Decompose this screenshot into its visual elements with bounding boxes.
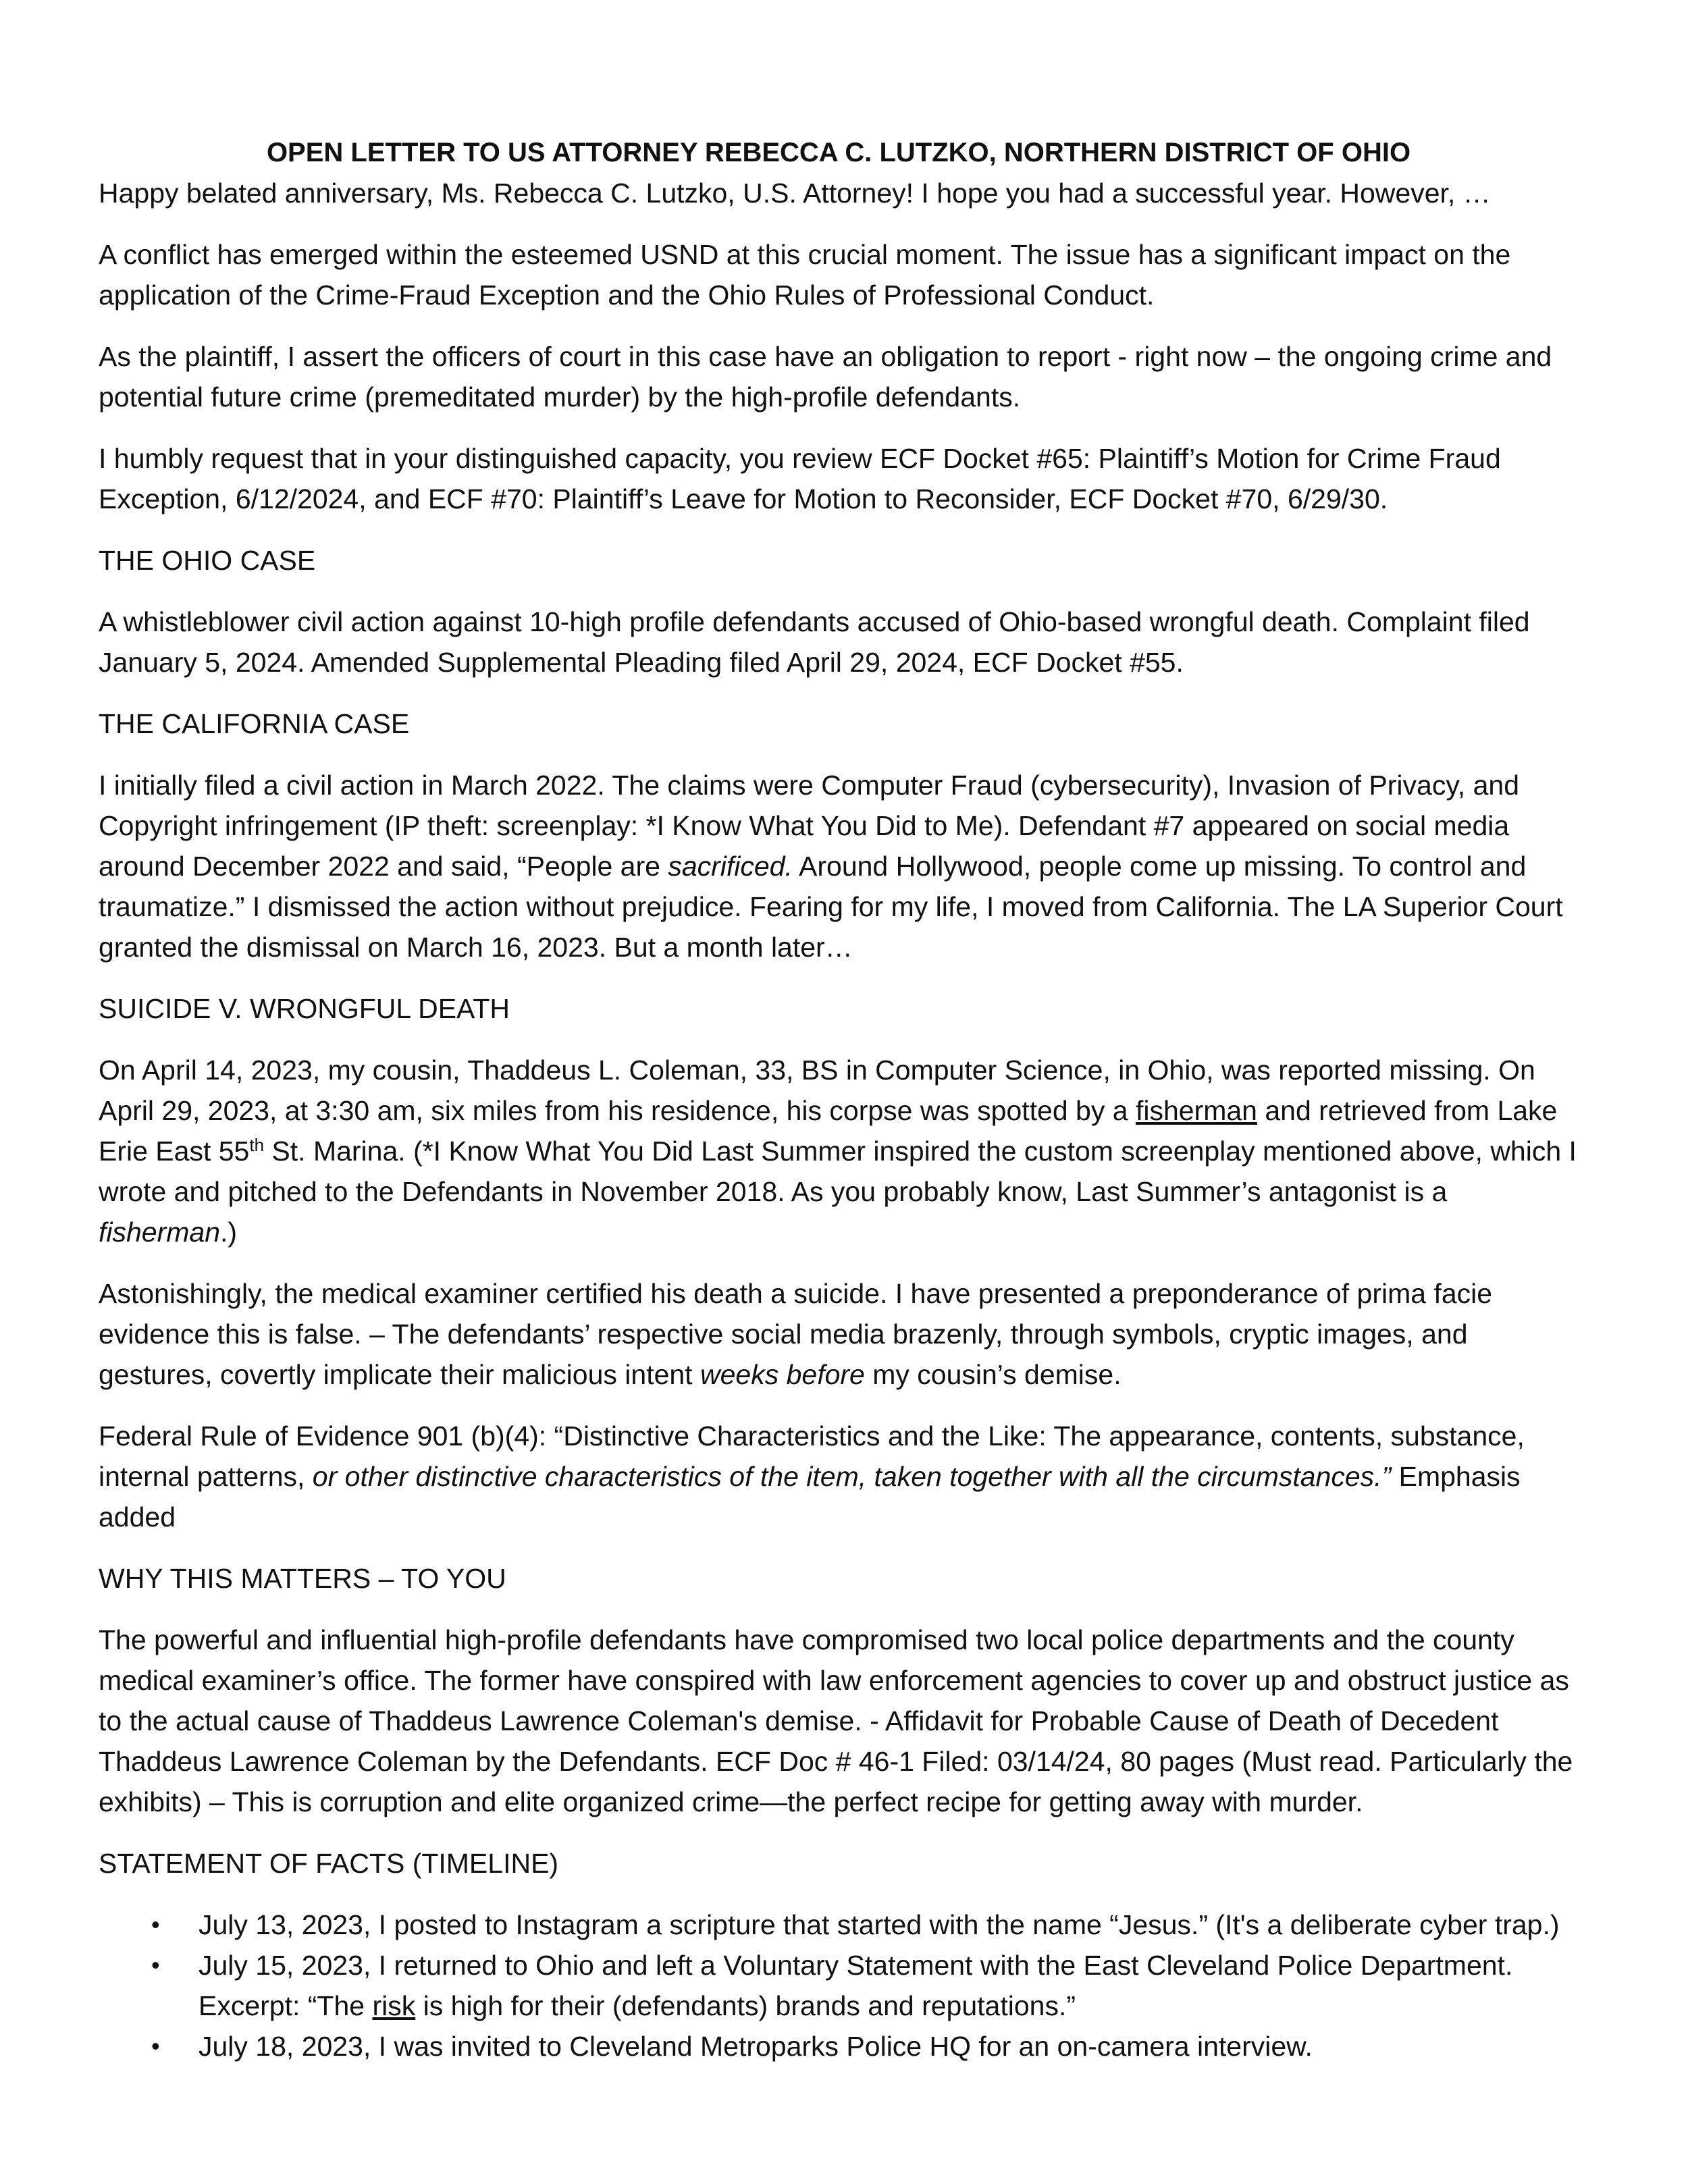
california-text-1: I initially filed a civil action in March 2022. The claims were Computer Fraud (cybersecurity), Invasion of Privacy, and Copyright infringement (IP theft: screenplay: *I Know What You Did to Me). Defendant #7 appeared on social media around December 2022 and said, “People are bbox=[99, 770, 1519, 882]
timeline-item-text-2: is high for their (defendants) brands and reputations.” bbox=[415, 1990, 1076, 2021]
rule-text-2: Emphasis added bbox=[99, 1461, 1521, 1533]
california-text-2: Around Hollywood, people come up missing. To control and traumatize.” I dismissed the action without prejudice. Fearing for my life, I moved from California. The LA Superior Court granted the dismissal on March 16, 2023. But a month later… bbox=[99, 851, 1563, 963]
timeline-item bbox=[99, 1945, 1579, 2026]
timeline-item-text: July 13, 2023, I posted to Instagram a scripture that started with the name “Jesus.” (It's a deliberate cyber trap.) bbox=[199, 1909, 1560, 1940]
bullet-icon: • bbox=[151, 1951, 160, 1979]
timeline-item-text-1: July 15, 2023, I returned to Ohio and left a Voluntary Statement with the East Cleveland Police Department. Excerpt: “The bbox=[199, 1950, 1513, 2021]
plaintiff-paragraph: As the plaintiff, I assert the officers of court in this case have an obligation to report - right now – the ongoing crime and potential future crime (premeditated murder) by the high-profile defendants. bbox=[99, 341, 1552, 412]
suicide-text-2: and retrieved from Lake Erie East 55 bbox=[99, 1095, 1558, 1167]
suicide-superscript: th bbox=[249, 1135, 265, 1155]
rule-paragraph bbox=[99, 1416, 1579, 1537]
timeline-underlined-word: risk bbox=[372, 1990, 416, 2021]
california-case-paragraph bbox=[99, 765, 1579, 967]
astonish-italic: weeks before bbox=[700, 1359, 865, 1390]
suicide-text-1: On April 14, 2023, my cousin, Thaddeus L. Coleman, 33, BS in Computer Science, in Ohio, was reported missing. On April 29, 2023, at 3:30 am, six miles from his residence, his corpse was spotted by a bbox=[99, 1055, 1535, 1126]
astonish-paragraph bbox=[99, 1273, 1579, 1395]
timeline-item-text: July 18, 2023, I was invited to Cleveland Metroparks Police HQ for an on-camera interview. bbox=[199, 2031, 1313, 2062]
suicide-text-3: St. Marina. (*I Know What You Did Last Summer inspired the custom screenplay mentioned above, which I wrote and pitched to the Defendants in November 2018. As you probably know, Last Summer’s antagonist is a bbox=[99, 1136, 1577, 1207]
request-paragraph: I humbly request that in your distinguished capacity, you review ECF Docket #65: Plaintiff’s Motion for Crime Fraud Exception, 6/12/2024, and ECF #70: Plaintiff’s Leave for Motion to Reconsider, ECF Docket #70, 6/29/30. bbox=[99, 443, 1501, 514]
section-heading-why: WHY THIS MATTERS – TO YOU bbox=[99, 1563, 506, 1594]
ohio-case-paragraph: A whistleblower civil action against 10-high profile defendants accused of Ohio-based wrongful death. Complaint filed January 5, 2024. Amended Supplemental Pleading filed April 29, 2024, ECF Docket #55. bbox=[99, 606, 1530, 678]
rule-text-1: Federal Rule of Evidence 901 (b)(4): “Distinctive Characteristics and the Like: The appearance, contents, substance, internal patterns, bbox=[99, 1420, 1525, 1492]
section-heading-ohio: THE OHIO CASE bbox=[99, 545, 316, 576]
rule-italic: or other distinctive characteristics of the item, taken together with all the circumstances.” bbox=[312, 1461, 1392, 1492]
astonish-text-2: my cousin’s demise. bbox=[864, 1359, 1122, 1390]
timeline-item bbox=[99, 2026, 1579, 2067]
california-italic: sacrificed. bbox=[668, 851, 793, 882]
conflict-paragraph: A conflict has emerged within the esteemed USND at this crucial moment. The issue has a significant impact on the application of the Crime-Fraud Exception and the Ohio Rules of Professional Conduct. bbox=[99, 239, 1511, 311]
why-paragraph: The powerful and influential high-profile defendants have compromised two local police departments and the county medical examiner’s office. The former have conspired with law enforcement agencies to cover up and obstruct justice as to the actual cause of Thaddeus Lawrence Coleman's demise. - Affidavit for Probable Cause of Death of Decedent Thaddeus Lawrence Coleman by the Defendants. ECF Doc # 46-1 Filed: 03/14/24, 80 pages (Must read. Particularly the exhibits) – This is corruption and elite organized crime—the perfect recipe for getting away with murder. bbox=[99, 1624, 1573, 1817]
astonish-text-1: Astonishingly, the medical examiner certified his death a suicide. I have presented a preponderance of prima facie evidence this is false. – The defendants’ respective social media brazenly, through symbols, cryptic images, and gestures, covertly implicate their malicious intent bbox=[99, 1278, 1493, 1390]
timeline-list bbox=[99, 1905, 1579, 2067]
bullet-icon: • bbox=[151, 1911, 160, 1938]
suicide-text-4: .) bbox=[220, 1217, 238, 1248]
bullet-icon: • bbox=[151, 2032, 160, 2060]
section-heading-suicide: SUICIDE V. WRONGFUL DEATH bbox=[99, 993, 510, 1024]
greeting-paragraph: Happy belated anniversary, Ms. Rebecca C. Lutzko, U.S. Attorney! I hope you had a successful year. However, … bbox=[99, 178, 1491, 209]
suicide-underlined-word: fisherman bbox=[1135, 1095, 1257, 1126]
suicide-italic-word: fisherman bbox=[99, 1217, 221, 1248]
letter-title: OPEN LETTER TO US ATTORNEY REBECCA C. LUTZKO, NORTHERN DISTRICT OF OHIO bbox=[266, 138, 1411, 167]
section-heading-california: THE CALIFORNIA CASE bbox=[99, 708, 410, 739]
timeline-item bbox=[99, 1905, 1579, 1945]
section-heading-facts: STATEMENT OF FACTS (TIMELINE) bbox=[99, 1848, 559, 1879]
suicide-paragraph bbox=[99, 1050, 1579, 1252]
